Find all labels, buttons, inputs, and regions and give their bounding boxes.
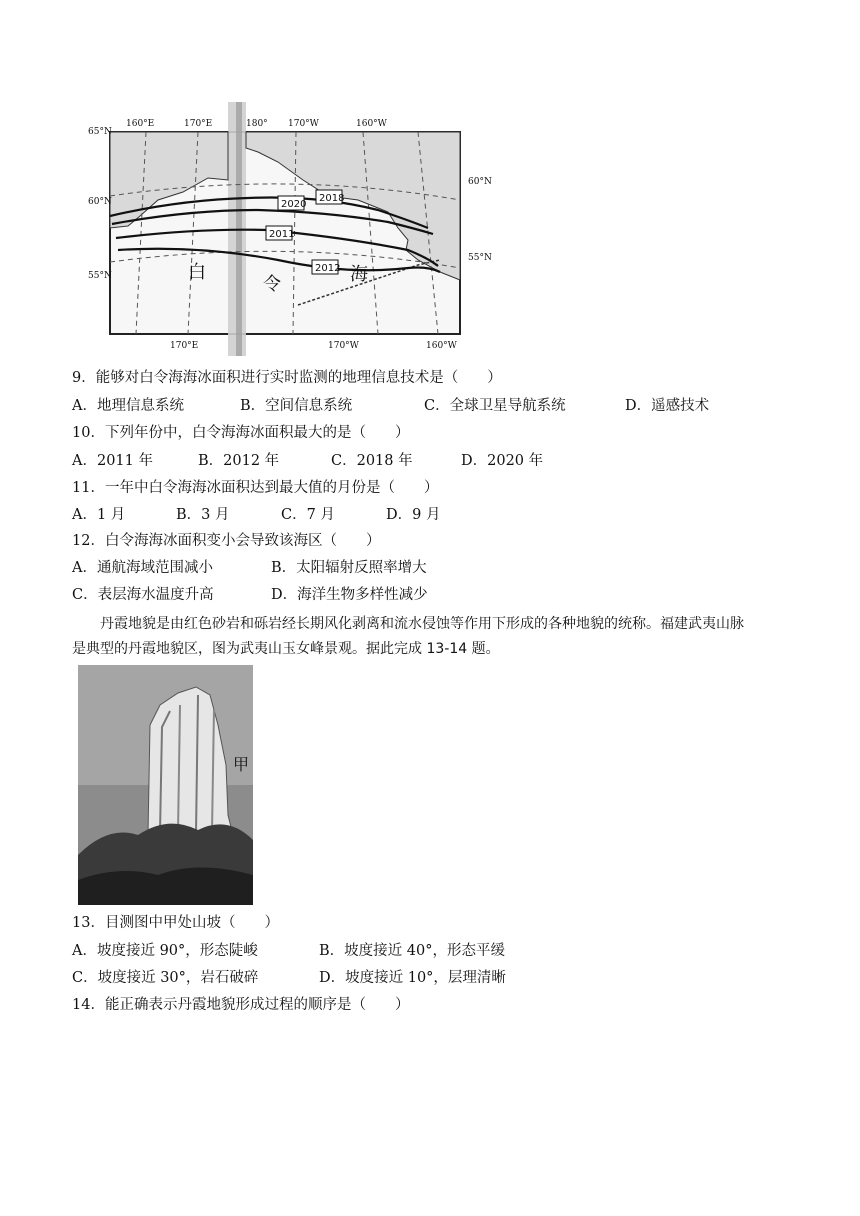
question-13-stem: 13．目测图中甲处山坡（ ）	[72, 915, 279, 931]
lon-label-bottom: 160°W	[426, 341, 457, 351]
lon-label-top: 160°W	[356, 119, 387, 129]
intro-line-2: 是典型的丹霞地貌区，图为武夷山玉女峰景观。据此完成 13-14 题。	[72, 641, 500, 657]
question-10-option-a: A．2011 年	[72, 453, 153, 469]
question-11-option-a: A．1 月	[72, 507, 126, 523]
question-12-option-a: A．通航海域范围减小	[72, 560, 213, 576]
question-11-stem: 11．一年中白令海海冰面积达到最大值的月份是（ ）	[72, 480, 439, 496]
question-11-option-d: D．9 月	[386, 507, 441, 523]
lat-label-left: 55°N	[88, 271, 112, 281]
question-9-option-c: C．全球卫星导航系统	[424, 398, 566, 414]
question-13-option-d: D．坡度接近 10°，层理清晰	[319, 970, 506, 986]
lon-label-top: 180°	[246, 119, 268, 129]
question-11-option-c: C．7 月	[281, 507, 335, 523]
question-13-option-a: A．坡度接近 90°，形态陡峻	[72, 943, 258, 959]
question-12-option-b: B．太阳辐射反照率增大	[271, 560, 427, 576]
question-10-option-d: D．2020 年	[461, 453, 544, 469]
sea-label-char: 白	[188, 262, 206, 283]
lat-label-left: 60°N	[88, 197, 112, 207]
question-12-option-d: D．海洋生物多样性减少	[271, 587, 428, 603]
yunv-peak-photo	[78, 665, 253, 905]
question-10-option-b: B．2012 年	[198, 453, 280, 469]
year-label-2011: 2011	[269, 229, 295, 240]
lon-label-top: 170°W	[288, 119, 319, 129]
photo-marker-jia: 甲	[233, 755, 250, 774]
lon-label-top: 170°E	[184, 119, 213, 129]
lat-label-right: 60°N	[468, 177, 492, 187]
intro-line-1: 丹霞地貌是由红色砂岩和砾岩经长期风化剥离和流水侵蚀等作用下形成的各种地貌的统称。福建武夷山脉	[100, 616, 744, 632]
lon-label-bottom: 170°E	[170, 341, 199, 351]
question-13-option-b: B．坡度接近 40°，形态平缓	[319, 943, 505, 959]
question-9-option-d: D．遥感技术	[625, 398, 710, 414]
question-13-option-c: C．坡度接近 30°，岩石破碎	[72, 970, 259, 986]
year-label-2018: 2018	[319, 193, 345, 204]
question-12-option-c: C．表层海水温度升高	[72, 587, 214, 603]
lon-label-bottom: 170°W	[328, 341, 359, 351]
question-9-stem: 9．能够对白令海海冰面积进行实时监测的地理信息技术是（ ）	[72, 370, 502, 386]
sea-label-char: 海	[350, 264, 368, 285]
question-10-option-c: C．2018 年	[331, 453, 413, 469]
sea-label-char: 令	[263, 274, 281, 295]
lat-label-left: 65°N	[88, 127, 112, 137]
question-12-stem: 12．白令海海冰面积变小会导致该海区（ ）	[72, 533, 381, 549]
bering-sea-ice-map	[88, 100, 498, 356]
year-label-2020: 2020	[281, 199, 307, 210]
question-11-option-b: B．3 月	[176, 507, 230, 523]
lat-label-right: 55°N	[468, 253, 492, 263]
question-9-option-a: A．地理信息系统	[72, 398, 184, 414]
question-10-stem: 10．下列年份中，白令海海冰面积最大的是（ ）	[72, 425, 410, 441]
lon-label-top: 160°E	[126, 119, 155, 129]
question-9-option-b: B．空间信息系统	[240, 398, 353, 414]
year-label-2012: 2012	[315, 263, 341, 274]
question-14-stem: 14．能正确表示丹霞地貌形成过程的顺序是（ ）	[72, 997, 410, 1013]
